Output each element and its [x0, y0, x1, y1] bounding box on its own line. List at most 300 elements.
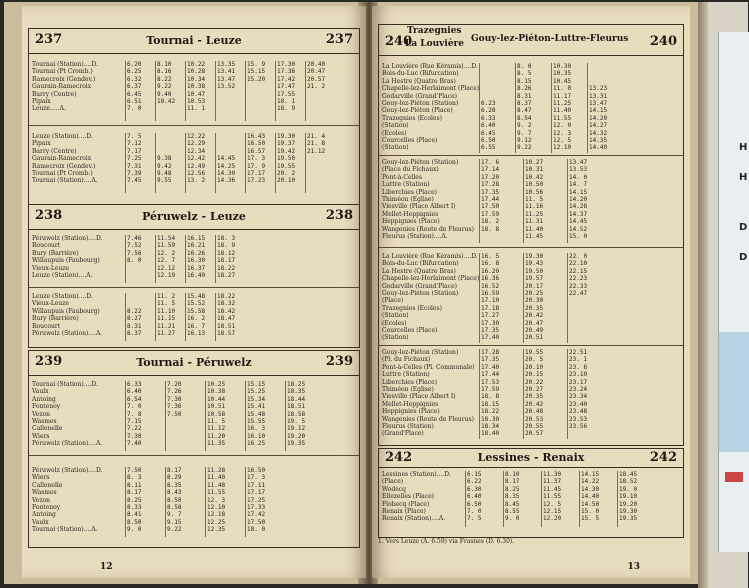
- station-name: Pipaix: [32, 140, 51, 148]
- station-name: Gouy-lez-Piéton (Station): [382, 290, 459, 298]
- time-column: [569, 253, 587, 342]
- time-column: [553, 63, 571, 152]
- time-column: [157, 293, 175, 337]
- departure-time: 13.47: [569, 159, 588, 166]
- station-name: Tournai (Pt Cromb.): [32, 170, 93, 178]
- time-column: [187, 61, 205, 113]
- departure-time: 7.52: [127, 242, 142, 250]
- departure-time: [167, 425, 181, 432]
- departure-time: 18. 1: [277, 97, 296, 105]
- route-number: 238: [325, 208, 353, 223]
- departure-time: 18.32: [217, 300, 236, 308]
- station-name: Lessines (Station)....D.: [382, 471, 451, 478]
- departure-time: 7. 5: [467, 515, 482, 523]
- departure-time: 11.31: [525, 218, 544, 226]
- section-main: [379, 471, 683, 527]
- departure-time: 17.59: [481, 210, 500, 218]
- station-name: Flobecq (Place): [382, 500, 430, 508]
- departure-time: 7.50: [127, 467, 142, 474]
- station-name: Péruwelz (Station)....A.: [32, 440, 103, 448]
- departure-time: 10.31: [525, 166, 544, 174]
- station-name: Courcelles (Place): [382, 327, 438, 335]
- timetable-header: [379, 25, 683, 56]
- station-name: Fontenoy: [32, 504, 61, 512]
- departure-time: 13.35: [217, 61, 236, 68]
- departure-time: 12. 7: [157, 257, 176, 265]
- departure-time: 23. 1: [569, 356, 588, 364]
- departure-time: 17.20: [481, 173, 500, 181]
- departure-time: [307, 98, 325, 105]
- departure-time: [481, 93, 495, 100]
- departure-time: 18.12: [217, 249, 236, 257]
- departure-time: [247, 91, 265, 98]
- route-number: 242: [649, 450, 677, 465]
- departure-time: 11.55: [207, 489, 226, 497]
- outbound-block: [29, 235, 359, 283]
- departure-time: 10.34: [187, 75, 206, 83]
- departure-time: 14.28: [569, 203, 588, 211]
- time-column: [467, 471, 481, 523]
- departure-time: 22.15: [569, 267, 588, 275]
- departure-time: 17.42: [277, 75, 296, 83]
- departure-time: 15. 0: [581, 507, 600, 515]
- station-name: Wodecq: [382, 485, 406, 493]
- departure-time: 11. 5: [525, 195, 544, 203]
- departure-time: 6.20: [127, 61, 142, 68]
- timetable-header: [29, 351, 359, 376]
- route-number: 237: [325, 32, 353, 47]
- departure-time: 8.50: [127, 518, 142, 526]
- departure-time: 12. 5: [553, 136, 572, 144]
- time-column: [247, 467, 265, 534]
- departure-time: 7.17: [127, 147, 142, 155]
- station-name: Willaupuis (Faubourg): [32, 307, 100, 315]
- departure-time: [217, 133, 235, 140]
- departure-time: 8. 0: [517, 63, 532, 70]
- departure-time: 17.40: [481, 363, 500, 371]
- departure-time: 7.39: [127, 169, 142, 177]
- departure-time: 22.51: [569, 349, 588, 356]
- departure-time: 16.52: [481, 282, 500, 290]
- departure-time: 15. 9: [247, 61, 266, 68]
- departure-time: 6.33: [481, 114, 496, 122]
- departure-time: 16. 3: [247, 425, 266, 433]
- departure-time: [569, 305, 587, 312]
- departure-time: 23.56: [569, 422, 588, 430]
- departure-time: 14.20: [569, 195, 588, 203]
- departure-time: 8.17: [127, 489, 142, 497]
- departure-time: 18.22: [217, 264, 236, 272]
- station-name: Renaix (Place): [382, 508, 426, 516]
- station-name: Trazegnies (Ecoles): [382, 114, 442, 122]
- time-column: [307, 133, 325, 185]
- departure-time: 8.16: [157, 68, 172, 76]
- departure-time: 15.15: [247, 68, 266, 76]
- station-list: [382, 253, 478, 342]
- time-column: [589, 63, 607, 152]
- map-marker: [725, 472, 743, 482]
- timetable-239: [28, 350, 360, 548]
- departure-time: 11.37: [543, 478, 562, 486]
- departure-time: 7.40: [127, 440, 142, 448]
- station-name: Péruwelz (Station)....A.: [32, 330, 103, 338]
- time-columns: [127, 467, 356, 537]
- departure-time: 14.30: [217, 169, 236, 177]
- station-name: Liberchies (Place): [382, 378, 437, 386]
- departure-time: 11. 5: [157, 300, 176, 308]
- route-number: 239: [325, 354, 353, 369]
- route-title-origin-1: Trazegnies: [407, 26, 462, 36]
- left-page: [22, 6, 366, 578]
- departure-time: 10.44: [207, 395, 226, 403]
- departure-time: 10.35: [553, 70, 572, 78]
- departure-time: 7. 5: [127, 133, 142, 140]
- station-name: Thiméon (Eglise): [382, 196, 434, 204]
- departure-time: 14.15: [581, 471, 600, 478]
- departure-time: 6.22: [467, 478, 482, 486]
- departure-time: 19.35: [619, 515, 638, 523]
- time-column: [217, 61, 235, 113]
- station-name: Fontenoy: [32, 403, 61, 411]
- station-name: Leuze (Station)....D.: [32, 133, 93, 140]
- departure-time: 16.30: [187, 257, 206, 265]
- time-columns: [127, 293, 356, 341]
- departure-time: 18. 8: [481, 225, 500, 233]
- departure-time: 16.21: [187, 242, 206, 250]
- departure-time: 18.57: [217, 329, 236, 337]
- departure-time: 17.28: [481, 181, 500, 189]
- departure-time: 15.55: [247, 417, 266, 425]
- station-name: Gouy-lez-Piéton (Station): [382, 349, 459, 356]
- departure-time: 9.48: [157, 169, 172, 177]
- departure-time: 17. 6: [481, 159, 500, 166]
- page-number: 13: [627, 562, 640, 572]
- departure-time: 11.35: [207, 440, 226, 448]
- time-column: [187, 293, 205, 337]
- time-column: [525, 349, 543, 438]
- departure-time: 11.20: [207, 432, 226, 440]
- time-column: [517, 63, 531, 152]
- departure-time: 17. 9: [247, 162, 266, 170]
- departure-time: 23.40: [569, 400, 588, 408]
- departure-time: 14.40: [581, 493, 600, 501]
- departure-time: 18.51: [287, 403, 306, 411]
- departure-time: 12.18: [207, 511, 226, 519]
- time-column: [247, 61, 265, 113]
- departure-time: 11.10: [157, 307, 176, 315]
- departure-time: 8.26: [517, 85, 532, 93]
- departure-time: 19.50: [277, 155, 296, 163]
- station-name: Gaurain-Ramecroix: [32, 155, 92, 163]
- departure-time: 15.20: [247, 75, 266, 83]
- departure-time: [569, 297, 587, 304]
- departure-time: 20.47: [307, 68, 326, 76]
- station-name: Tournai (Station)....D.: [32, 381, 98, 388]
- departure-time: 20.17: [525, 282, 544, 290]
- time-column: [127, 133, 141, 185]
- departure-time: 8.17: [505, 478, 520, 486]
- departure-time: 18.25: [287, 381, 306, 388]
- departure-time: 8.15: [517, 77, 532, 85]
- departure-time: [157, 140, 171, 147]
- departure-time: 17.50: [481, 203, 500, 211]
- station-name: Luttre (Station): [382, 181, 430, 189]
- departure-time: 23.53: [569, 415, 588, 423]
- footnote: 1. Vers Leuze (A. 6.59) via Frasnes (D. 6.30).: [378, 538, 515, 545]
- time-column: [277, 61, 295, 113]
- departure-time: 17.44: [481, 195, 500, 203]
- departure-time: 8.10: [157, 61, 172, 68]
- station-name: Roucourt: [32, 322, 61, 330]
- departure-time: 13.52: [217, 83, 236, 91]
- departure-time: [307, 163, 325, 170]
- departure-time: 10.53: [187, 97, 206, 105]
- departure-time: 18.34: [481, 422, 500, 430]
- departure-time: 6.50: [467, 500, 482, 508]
- departure-time: 8. 3: [127, 474, 142, 482]
- departure-time: [167, 433, 181, 440]
- departure-time: 10.45: [553, 77, 572, 85]
- departure-time: 8.25: [127, 496, 142, 504]
- departure-time: 7. 0: [127, 105, 142, 113]
- station-name: Thiméon (Eglise): [382, 386, 434, 394]
- time-column: [505, 471, 519, 523]
- departure-time: 6.33: [127, 381, 142, 388]
- departure-time: [307, 105, 325, 112]
- time-column: [569, 349, 587, 438]
- departure-time: 11. 0: [553, 85, 572, 93]
- station-name: (Place): [382, 478, 404, 486]
- station-name: Vaulx: [32, 518, 49, 526]
- departure-time: 20.40: [307, 61, 326, 68]
- departure-time: 16.57: [247, 147, 266, 155]
- station-name: Tournai (Pt Cromb.): [32, 68, 93, 76]
- station-name: Pipaix: [32, 98, 51, 106]
- departure-time: [589, 70, 607, 77]
- departure-time: 20.42: [525, 312, 544, 320]
- departure-time: 8.55: [505, 507, 520, 515]
- departure-time: [589, 63, 607, 70]
- station-name: (Pl. du Fichaux): [382, 356, 431, 364]
- route-title: Tournai - Péruwelz: [136, 356, 252, 369]
- departure-time: 8.22: [127, 307, 142, 315]
- departure-time: 19.30: [277, 133, 296, 140]
- station-name: Leuze.....A.: [32, 105, 66, 113]
- departure-time: 14. 7: [569, 181, 588, 189]
- departure-time: 22.47: [569, 289, 588, 297]
- departure-time: 7.31: [127, 162, 142, 170]
- departure-time: 7.25: [127, 155, 142, 163]
- departure-time: 18.22: [481, 408, 500, 416]
- station-name: Wiers: [32, 474, 50, 482]
- departure-time: 18.40: [481, 430, 500, 438]
- departure-time: 11.28: [207, 467, 226, 474]
- time-column: [287, 381, 305, 448]
- departure-time: 11.30: [543, 471, 562, 478]
- departure-time: 9. 0: [505, 515, 520, 523]
- departure-time: 15.58: [187, 307, 206, 315]
- time-columns: [481, 63, 680, 153]
- departure-time: 18.52: [619, 478, 638, 486]
- departure-time: 14.15: [569, 188, 588, 196]
- departure-time: 6.15: [467, 471, 482, 478]
- departure-time: 20.53: [525, 415, 544, 423]
- departure-time: 18.15: [481, 400, 500, 408]
- station-name: Bois-du-Luc (Bifurcation): [382, 260, 459, 268]
- departure-time: 6.25: [127, 68, 142, 76]
- departure-time: 19.50: [525, 267, 544, 275]
- departure-time: 17.14: [481, 166, 500, 174]
- time-column: [619, 471, 637, 523]
- station-name: Godarville (Grand'Place): [382, 282, 458, 290]
- departure-time: 22.23: [569, 275, 588, 283]
- departure-time: 17.30: [277, 61, 296, 68]
- departure-time: 21.12: [307, 147, 326, 155]
- departure-time: 18.58: [287, 410, 306, 418]
- departure-time: [217, 91, 235, 98]
- departure-time: 11.25: [525, 210, 544, 218]
- station-name: Pont-à-Celles (Pl. Communale): [382, 363, 475, 371]
- departure-time: 11.45: [543, 485, 562, 493]
- departure-time: 11. 1: [187, 105, 206, 113]
- timetable-238: [28, 204, 360, 348]
- departure-time: 14.30: [581, 485, 600, 493]
- departure-time: 17.59: [481, 385, 500, 393]
- map-water: [719, 332, 749, 452]
- map-label: H: [739, 172, 748, 183]
- departure-time: 20.57: [307, 75, 326, 83]
- departure-time: 21. 8: [307, 140, 326, 148]
- departure-time: 12. 3: [553, 129, 572, 137]
- departure-time: 11.55: [543, 493, 562, 501]
- departure-time: [157, 133, 171, 140]
- departure-time: 6.28: [481, 107, 496, 115]
- departure-time: 9.42: [157, 162, 172, 170]
- departure-time: 18.45: [619, 471, 638, 478]
- departure-time: 19.12: [287, 425, 306, 433]
- departure-time: 17.42: [247, 511, 266, 519]
- departure-time: 11.17: [553, 92, 572, 100]
- section-a: [379, 63, 683, 153]
- departure-time: 17.35: [481, 188, 500, 196]
- departure-time: 6.32: [127, 75, 142, 83]
- station-list: [382, 349, 478, 438]
- departure-time: 8.35: [167, 481, 182, 489]
- departure-time: 10.27: [525, 159, 544, 166]
- station-name: Wangenies (Route de Fleurus): [382, 225, 474, 233]
- open-timetable-book: [4, 2, 748, 584]
- departure-time: 16.40: [187, 271, 206, 279]
- station-name: Gouy-lez-Piéton (Station): [382, 100, 459, 108]
- departure-time: 10.25: [207, 381, 226, 388]
- departure-time: 7. 0: [467, 507, 482, 515]
- station-name: Renaix (Station)....A.: [382, 515, 446, 523]
- time-column: [187, 133, 205, 185]
- departure-time: 8.10: [505, 471, 520, 478]
- departure-time: 9. 0: [127, 526, 142, 534]
- station-name: Vieux-Leuze: [32, 300, 69, 308]
- departure-time: 23.24: [569, 385, 588, 393]
- station-list: [32, 467, 124, 534]
- departure-time: 16.13: [187, 329, 206, 337]
- departure-time: [127, 265, 141, 272]
- time-columns: [467, 471, 680, 527]
- station-name: Ramecroix (Gendev.): [32, 75, 96, 83]
- departure-time: [167, 440, 181, 447]
- time-column: [187, 235, 205, 279]
- section-d: [379, 349, 683, 439]
- station-name: Trazegnies (Ecoles): [382, 304, 442, 312]
- station-name: Tournai (Station)....D.: [32, 61, 98, 68]
- departure-time: 8.33: [127, 503, 142, 511]
- station-list: [382, 63, 478, 152]
- departure-time: 6.40: [127, 388, 142, 396]
- departure-time: 20.10: [277, 177, 296, 185]
- time-column: [481, 159, 499, 240]
- departure-time: 17.27: [481, 312, 500, 320]
- departure-time: 8.37: [517, 99, 532, 107]
- map-label: D: [739, 222, 748, 233]
- departure-time: 10.51: [207, 403, 226, 411]
- time-column: [167, 381, 181, 448]
- departure-time: 15. 0: [569, 232, 588, 240]
- departure-time: 10.28: [187, 68, 206, 76]
- departure-time: 9.55: [157, 177, 172, 185]
- departure-time: 7. 8: [127, 410, 142, 418]
- departure-time: 11.45: [525, 232, 544, 240]
- departure-time: 13.47: [589, 99, 608, 107]
- departure-time: 16.59: [481, 289, 500, 297]
- departure-time: 8.11: [127, 481, 142, 489]
- departure-time: [307, 177, 325, 184]
- departure-time: [481, 78, 495, 85]
- departure-time: 12.42: [187, 155, 206, 163]
- departure-time: 23.10: [569, 371, 588, 379]
- time-columns: [127, 133, 356, 193]
- station-list: [382, 471, 464, 523]
- departure-time: 9. 7: [167, 511, 182, 519]
- time-column: [481, 253, 499, 342]
- station-name: Vieux-Leuze: [32, 264, 69, 272]
- departure-time: 20.35: [525, 393, 544, 401]
- departure-time: 6.55: [481, 144, 496, 152]
- station-name: (Ecoles): [382, 129, 407, 137]
- departure-time: 16.10: [247, 432, 266, 440]
- departure-time: [247, 83, 265, 90]
- station-name: Wasmes: [32, 489, 57, 497]
- departure-time: 10.38: [187, 83, 206, 91]
- station-name: Antoing: [32, 511, 56, 519]
- departure-time: 8.41: [127, 511, 142, 519]
- route-title: Tournai - Leuze: [146, 34, 242, 47]
- departure-time: 9.15: [167, 518, 182, 526]
- station-name: (Ecoles): [382, 319, 407, 327]
- station-name: (Station): [382, 144, 409, 152]
- departure-time: 7.30: [167, 395, 182, 403]
- departure-time: 15.15: [247, 381, 266, 388]
- departure-time: [157, 105, 175, 112]
- departure-time: 20.10: [525, 363, 544, 371]
- departure-time: 18. 3: [217, 235, 236, 242]
- departure-time: 19.42: [277, 147, 296, 155]
- return-block: [29, 293, 359, 341]
- station-name: Roucourt: [32, 242, 61, 250]
- departure-time: 7.46: [127, 235, 142, 242]
- station-name: Vezon: [32, 496, 50, 504]
- departure-time: 11.54: [157, 235, 176, 242]
- departure-time: 8.31: [127, 322, 142, 330]
- time-column: [525, 253, 543, 342]
